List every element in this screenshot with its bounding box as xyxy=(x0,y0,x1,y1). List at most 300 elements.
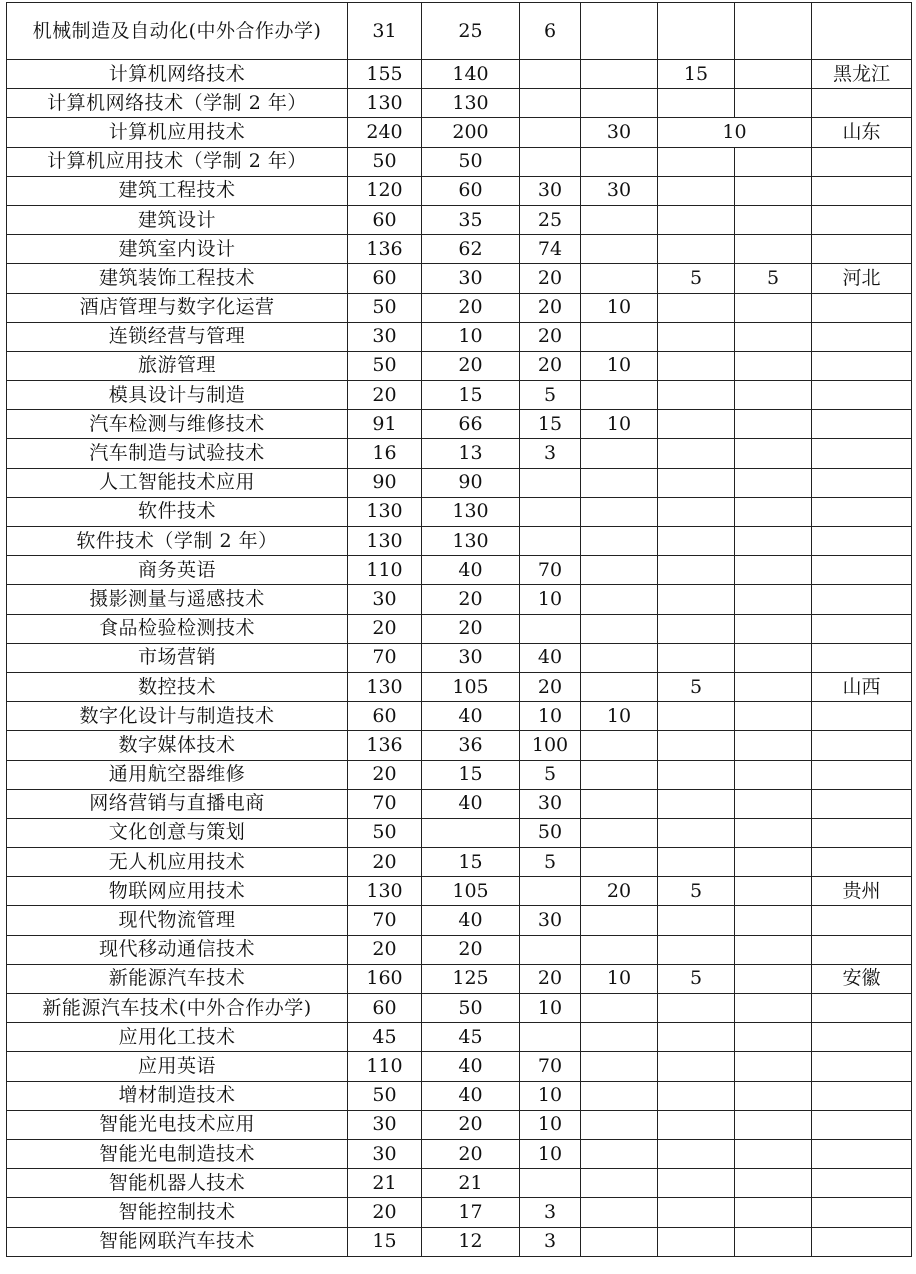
total-plan-cell: 31 xyxy=(348,3,422,60)
quota-col-d-cell xyxy=(658,643,735,672)
quota-col-e-cell xyxy=(735,410,812,439)
quota-col-b-cell: 15 xyxy=(520,410,581,439)
quota-col-d-cell xyxy=(658,1081,735,1110)
province-cell xyxy=(812,614,912,643)
province-cell xyxy=(812,235,912,264)
quota-col-c-cell xyxy=(581,264,658,293)
province-cell xyxy=(812,351,912,380)
total-plan-cell: 20 xyxy=(348,1198,422,1227)
quota-col-c-cell: 10 xyxy=(581,351,658,380)
province-cell xyxy=(812,906,912,935)
total-plan-cell: 20 xyxy=(348,935,422,964)
total-plan-cell: 110 xyxy=(348,1052,422,1081)
quota-col-d-cell: 10 xyxy=(658,118,812,147)
quota-col-e-cell xyxy=(735,1023,812,1052)
quota-col-b-cell xyxy=(520,468,581,497)
table-row xyxy=(7,935,912,964)
quota-col-a-cell: 40 xyxy=(422,1081,520,1110)
total-plan-cell: 130 xyxy=(348,877,422,906)
quota-col-c-cell xyxy=(581,1139,658,1168)
quota-col-e-cell xyxy=(735,381,812,410)
quota-col-a-cell: 20 xyxy=(422,935,520,964)
major-cell: 酒店管理与数字化运营 xyxy=(7,293,348,322)
total-plan-cell: 155 xyxy=(348,60,422,89)
province-cell: 贵州 xyxy=(812,877,912,906)
quota-col-c-cell xyxy=(581,527,658,556)
quota-col-c-cell: 10 xyxy=(581,702,658,731)
total-plan-cell: 20 xyxy=(348,614,422,643)
quota-col-e-cell xyxy=(735,1169,812,1198)
total-plan-cell: 30 xyxy=(348,322,422,351)
quota-col-b-cell: 20 xyxy=(520,264,581,293)
table-row xyxy=(7,235,912,264)
quota-col-b-cell xyxy=(520,877,581,906)
quota-col-b-cell xyxy=(520,1023,581,1052)
quota-col-b-cell: 20 xyxy=(520,322,581,351)
quota-col-d-cell xyxy=(658,439,735,468)
major-cell: 汽车检测与维修技术 xyxy=(7,410,348,439)
quota-col-b-cell: 70 xyxy=(520,1052,581,1081)
province-cell xyxy=(812,935,912,964)
quota-col-d-cell xyxy=(658,497,735,526)
major-cell: 智能网联汽车技术 xyxy=(7,1227,348,1256)
total-plan-cell: 130 xyxy=(348,89,422,118)
quota-col-a-cell: 15 xyxy=(422,381,520,410)
total-plan-cell: 15 xyxy=(348,1227,422,1256)
quota-col-a-cell: 30 xyxy=(422,643,520,672)
table-row xyxy=(7,264,912,293)
quota-col-b-cell: 5 xyxy=(520,760,581,789)
total-plan-cell: 130 xyxy=(348,672,422,701)
quota-col-d-cell xyxy=(658,1023,735,1052)
table-row xyxy=(7,410,912,439)
province-cell xyxy=(812,702,912,731)
quota-col-e-cell xyxy=(735,702,812,731)
major-cell: 软件技术 xyxy=(7,497,348,526)
province-cell xyxy=(812,176,912,205)
quota-col-e-cell xyxy=(735,994,812,1023)
quota-col-b-cell: 10 xyxy=(520,702,581,731)
total-plan-cell: 30 xyxy=(348,585,422,614)
table-row xyxy=(7,497,912,526)
quota-col-d-cell xyxy=(658,89,735,118)
quota-col-c-cell xyxy=(581,497,658,526)
major-cell: 旅游管理 xyxy=(7,351,348,380)
major-cell: 模具设计与制造 xyxy=(7,381,348,410)
major-cell: 建筑设计 xyxy=(7,205,348,234)
province-cell xyxy=(812,1139,912,1168)
quota-col-a-cell xyxy=(422,818,520,847)
quota-col-c-cell xyxy=(581,643,658,672)
quota-col-d-cell xyxy=(658,1198,735,1227)
quota-col-b-cell: 10 xyxy=(520,1081,581,1110)
major-cell: 人工智能技术应用 xyxy=(7,468,348,497)
province-cell xyxy=(812,1110,912,1139)
table-row xyxy=(7,439,912,468)
quota-col-e-cell xyxy=(735,1198,812,1227)
province-cell xyxy=(812,994,912,1023)
major-cell: 摄影测量与遥感技术 xyxy=(7,585,348,614)
quota-col-c-cell xyxy=(581,1110,658,1139)
major-cell: 智能机器人技术 xyxy=(7,1169,348,1198)
major-cell: 商务英语 xyxy=(7,556,348,585)
quota-col-b-cell: 3 xyxy=(520,439,581,468)
total-plan-cell: 240 xyxy=(348,118,422,147)
quota-col-a-cell: 21 xyxy=(422,1169,520,1198)
major-cell: 建筑工程技术 xyxy=(7,176,348,205)
quota-col-b-cell xyxy=(520,614,581,643)
quota-col-c-cell xyxy=(581,322,658,351)
quota-col-e-cell xyxy=(735,293,812,322)
quota-col-e-cell xyxy=(735,731,812,760)
total-plan-cell: 60 xyxy=(348,702,422,731)
quota-col-c-cell xyxy=(581,205,658,234)
table-row xyxy=(7,1052,912,1081)
quota-col-d-cell xyxy=(658,556,735,585)
quota-col-d-cell xyxy=(658,1110,735,1139)
table-row xyxy=(7,468,912,497)
major-cell: 智能控制技术 xyxy=(7,1198,348,1227)
quota-col-e-cell xyxy=(735,643,812,672)
quota-col-a-cell: 20 xyxy=(422,1139,520,1168)
quota-col-a-cell: 40 xyxy=(422,556,520,585)
table-row xyxy=(7,351,912,380)
table-row xyxy=(7,585,912,614)
total-plan-cell: 91 xyxy=(348,410,422,439)
quota-col-b-cell: 10 xyxy=(520,1139,581,1168)
quota-col-e-cell xyxy=(735,322,812,351)
quota-col-d-cell xyxy=(658,760,735,789)
province-cell xyxy=(812,1081,912,1110)
table-row xyxy=(7,818,912,847)
quota-col-d-cell xyxy=(658,994,735,1023)
quota-col-e-cell xyxy=(735,906,812,935)
quota-col-c-cell xyxy=(581,468,658,497)
quota-col-a-cell: 45 xyxy=(422,1023,520,1052)
major-cell: 数字媒体技术 xyxy=(7,731,348,760)
total-plan-cell: 120 xyxy=(348,176,422,205)
quota-col-e-cell xyxy=(735,497,812,526)
major-cell: 计算机网络技术 xyxy=(7,60,348,89)
quota-col-e-cell xyxy=(735,818,812,847)
quota-col-c-cell xyxy=(581,1023,658,1052)
table-row xyxy=(7,760,912,789)
quota-col-b-cell: 25 xyxy=(520,205,581,234)
province-cell xyxy=(812,760,912,789)
quota-col-c-cell xyxy=(581,1198,658,1227)
quota-col-e-cell xyxy=(735,964,812,993)
quota-col-e-cell xyxy=(735,760,812,789)
province-cell xyxy=(812,410,912,439)
quota-col-b-cell: 10 xyxy=(520,994,581,1023)
table-row xyxy=(7,322,912,351)
quota-col-c-cell: 30 xyxy=(581,176,658,205)
quota-col-b-cell xyxy=(520,935,581,964)
quota-col-a-cell: 25 xyxy=(422,3,520,60)
total-plan-cell: 50 xyxy=(348,147,422,176)
total-plan-cell: 60 xyxy=(348,994,422,1023)
quota-col-c-cell xyxy=(581,994,658,1023)
quota-col-e-cell xyxy=(735,351,812,380)
quota-col-e-cell xyxy=(735,60,812,89)
quota-col-a-cell: 50 xyxy=(422,147,520,176)
quota-col-e-cell xyxy=(735,789,812,818)
quota-col-c-cell xyxy=(581,789,658,818)
major-cell: 汽车制造与试验技术 xyxy=(7,439,348,468)
province-cell xyxy=(812,1052,912,1081)
table-row xyxy=(7,643,912,672)
quota-col-d-cell: 5 xyxy=(658,964,735,993)
quota-col-c-cell xyxy=(581,672,658,701)
quota-col-e-cell xyxy=(735,89,812,118)
table-row xyxy=(7,964,912,993)
quota-col-a-cell: 20 xyxy=(422,614,520,643)
province-cell xyxy=(812,147,912,176)
total-plan-cell: 50 xyxy=(348,818,422,847)
major-cell: 通用航空器维修 xyxy=(7,760,348,789)
table-row xyxy=(7,1023,912,1052)
total-plan-cell: 50 xyxy=(348,351,422,380)
enrollment-plan-table xyxy=(6,2,912,1257)
major-cell: 智能光电技术应用 xyxy=(7,1110,348,1139)
quota-col-d-cell xyxy=(658,351,735,380)
quota-col-e-cell xyxy=(735,176,812,205)
table-row xyxy=(7,205,912,234)
quota-col-a-cell: 200 xyxy=(422,118,520,147)
province-cell xyxy=(812,468,912,497)
table-row xyxy=(7,702,912,731)
quota-col-c-cell xyxy=(581,906,658,935)
quota-col-c-cell xyxy=(581,1227,658,1256)
major-cell: 应用英语 xyxy=(7,1052,348,1081)
province-cell xyxy=(812,556,912,585)
table-row xyxy=(7,672,912,701)
quota-col-e-cell xyxy=(735,439,812,468)
major-cell: 连锁经营与管理 xyxy=(7,322,348,351)
quota-col-a-cell: 130 xyxy=(422,527,520,556)
province-cell: 山东 xyxy=(812,118,912,147)
province-cell xyxy=(812,789,912,818)
major-cell: 计算机应用技术（学制 2 年） xyxy=(7,147,348,176)
quota-col-a-cell: 130 xyxy=(422,497,520,526)
quota-col-b-cell xyxy=(520,60,581,89)
province-cell xyxy=(812,848,912,877)
quota-col-e-cell xyxy=(735,1227,812,1256)
quota-col-c-cell xyxy=(581,60,658,89)
quota-col-b-cell: 74 xyxy=(520,235,581,264)
table-row xyxy=(7,1227,912,1256)
quota-col-d-cell xyxy=(658,147,735,176)
quota-col-e-cell xyxy=(735,556,812,585)
table-row xyxy=(7,89,912,118)
table-row xyxy=(7,147,912,176)
quota-col-b-cell xyxy=(520,147,581,176)
quota-col-c-cell xyxy=(581,89,658,118)
quota-col-d-cell xyxy=(658,789,735,818)
total-plan-cell: 30 xyxy=(348,1110,422,1139)
quota-col-a-cell: 60 xyxy=(422,176,520,205)
province-cell xyxy=(812,89,912,118)
total-plan-cell: 20 xyxy=(348,760,422,789)
quota-col-e-cell xyxy=(735,1139,812,1168)
quota-col-e-cell xyxy=(735,672,812,701)
table-row xyxy=(7,1169,912,1198)
quota-col-c-cell xyxy=(581,585,658,614)
quota-col-d-cell xyxy=(658,1169,735,1198)
major-cell: 建筑室内设计 xyxy=(7,235,348,264)
quota-col-d-cell: 5 xyxy=(658,877,735,906)
province-cell xyxy=(812,527,912,556)
major-cell: 市场营销 xyxy=(7,643,348,672)
quota-col-b-cell: 20 xyxy=(520,964,581,993)
quota-col-a-cell: 130 xyxy=(422,89,520,118)
quota-col-a-cell: 30 xyxy=(422,264,520,293)
quota-col-e-cell xyxy=(735,614,812,643)
total-plan-cell: 70 xyxy=(348,789,422,818)
quota-col-e-cell: 5 xyxy=(735,264,812,293)
table-row xyxy=(7,527,912,556)
major-cell: 文化创意与策划 xyxy=(7,818,348,847)
quota-col-b-cell xyxy=(520,497,581,526)
total-plan-cell: 60 xyxy=(348,205,422,234)
quota-col-d-cell xyxy=(658,176,735,205)
major-cell: 现代移动通信技术 xyxy=(7,935,348,964)
major-cell: 软件技术（学制 2 年） xyxy=(7,527,348,556)
quota-col-c-cell xyxy=(581,731,658,760)
quota-col-c-cell xyxy=(581,1169,658,1198)
quota-col-d-cell xyxy=(658,235,735,264)
province-cell xyxy=(812,1169,912,1198)
quota-col-b-cell: 20 xyxy=(520,351,581,380)
major-cell: 应用化工技术 xyxy=(7,1023,348,1052)
province-cell: 山西 xyxy=(812,672,912,701)
quota-col-a-cell: 13 xyxy=(422,439,520,468)
quota-col-a-cell: 140 xyxy=(422,60,520,89)
table-row xyxy=(7,614,912,643)
major-cell: 计算机应用技术 xyxy=(7,118,348,147)
quota-col-d-cell xyxy=(658,731,735,760)
province-cell xyxy=(812,293,912,322)
quota-col-b-cell: 3 xyxy=(520,1227,581,1256)
total-plan-cell: 20 xyxy=(348,381,422,410)
quota-col-d-cell xyxy=(658,468,735,497)
province-cell xyxy=(812,497,912,526)
quota-col-c-cell xyxy=(581,556,658,585)
province-cell: 河北 xyxy=(812,264,912,293)
quota-col-a-cell: 10 xyxy=(422,322,520,351)
quota-col-a-cell: 40 xyxy=(422,906,520,935)
table-row xyxy=(7,1198,912,1227)
total-plan-cell: 70 xyxy=(348,643,422,672)
province-cell xyxy=(812,381,912,410)
table-row xyxy=(7,118,912,147)
province-cell xyxy=(812,1227,912,1256)
quota-col-c-cell xyxy=(581,614,658,643)
quota-col-d-cell xyxy=(658,906,735,935)
quota-col-b-cell: 30 xyxy=(520,906,581,935)
quota-col-c-cell xyxy=(581,235,658,264)
quota-col-c-cell: 10 xyxy=(581,293,658,322)
quota-col-d-cell xyxy=(658,818,735,847)
quota-col-e-cell xyxy=(735,848,812,877)
quota-col-d-cell xyxy=(658,322,735,351)
total-plan-cell: 50 xyxy=(348,1081,422,1110)
table-row xyxy=(7,381,912,410)
quota-col-e-cell xyxy=(735,235,812,264)
quota-col-c-cell: 10 xyxy=(581,964,658,993)
quota-col-b-cell xyxy=(520,1169,581,1198)
table-row xyxy=(7,731,912,760)
total-plan-cell: 70 xyxy=(348,906,422,935)
quota-col-c-cell xyxy=(581,760,658,789)
province-cell xyxy=(812,1023,912,1052)
province-cell xyxy=(812,818,912,847)
major-cell: 网络营销与直播电商 xyxy=(7,789,348,818)
total-plan-cell: 45 xyxy=(348,1023,422,1052)
quota-col-c-cell: 20 xyxy=(581,877,658,906)
total-plan-cell: 130 xyxy=(348,527,422,556)
quota-col-d-cell xyxy=(658,585,735,614)
table-row xyxy=(7,848,912,877)
quota-col-b-cell: 20 xyxy=(520,672,581,701)
major-cell: 现代物流管理 xyxy=(7,906,348,935)
quota-col-e-cell xyxy=(735,3,812,60)
quota-col-a-cell: 40 xyxy=(422,789,520,818)
major-cell: 数字化设计与制造技术 xyxy=(7,702,348,731)
province-cell xyxy=(812,439,912,468)
table-row xyxy=(7,556,912,585)
province-cell xyxy=(812,643,912,672)
quota-col-a-cell: 105 xyxy=(422,877,520,906)
table-row xyxy=(7,1081,912,1110)
quota-col-d-cell: 5 xyxy=(658,672,735,701)
total-plan-cell: 130 xyxy=(348,497,422,526)
province-cell xyxy=(812,322,912,351)
quota-col-c-cell: 10 xyxy=(581,410,658,439)
quota-col-e-cell xyxy=(735,935,812,964)
quota-col-b-cell: 20 xyxy=(520,293,581,322)
quota-col-b-cell: 40 xyxy=(520,643,581,672)
quota-col-b-cell: 100 xyxy=(520,731,581,760)
major-cell: 智能光电制造技术 xyxy=(7,1139,348,1168)
quota-col-d-cell xyxy=(658,1139,735,1168)
table-row xyxy=(7,789,912,818)
quota-col-e-cell xyxy=(735,1081,812,1110)
quota-col-d-cell xyxy=(658,410,735,439)
major-cell: 无人机应用技术 xyxy=(7,848,348,877)
quota-col-e-cell xyxy=(735,147,812,176)
quota-col-b-cell xyxy=(520,118,581,147)
quota-col-a-cell: 12 xyxy=(422,1227,520,1256)
total-plan-cell: 136 xyxy=(348,731,422,760)
total-plan-cell: 16 xyxy=(348,439,422,468)
quota-col-b-cell xyxy=(520,527,581,556)
quota-col-d-cell xyxy=(658,381,735,410)
major-cell: 物联网应用技术 xyxy=(7,877,348,906)
quota-col-e-cell xyxy=(735,468,812,497)
quota-col-c-cell xyxy=(581,818,658,847)
province-cell xyxy=(812,1198,912,1227)
quota-col-d-cell xyxy=(658,205,735,234)
quota-col-a-cell: 105 xyxy=(422,672,520,701)
quota-col-c-cell xyxy=(581,1052,658,1081)
province-cell: 安徽 xyxy=(812,964,912,993)
total-plan-cell: 30 xyxy=(348,1139,422,1168)
quota-col-c-cell xyxy=(581,147,658,176)
quota-col-a-cell: 35 xyxy=(422,205,520,234)
table-row xyxy=(7,877,912,906)
province-cell xyxy=(812,585,912,614)
